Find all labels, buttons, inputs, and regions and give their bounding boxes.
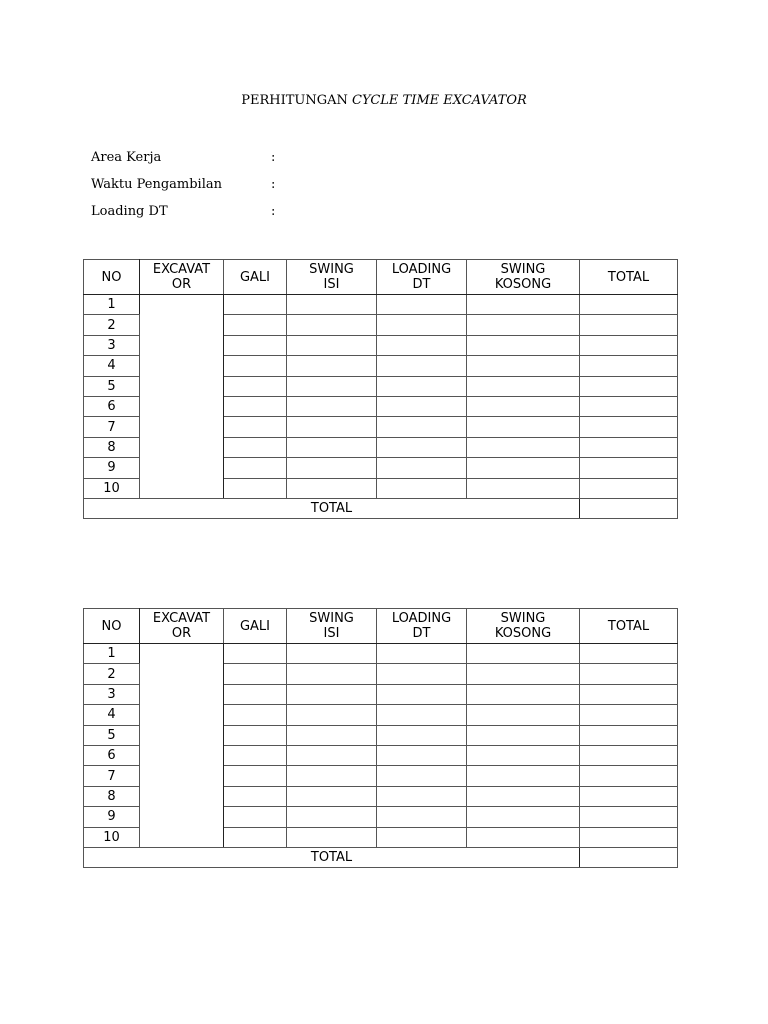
swing-isi-cell[interactable] — [287, 437, 377, 457]
total-row — [84, 498, 678, 518]
gali-cell[interactable] — [224, 295, 287, 315]
swing-isi-cell[interactable] — [287, 745, 377, 765]
swing-isi-cell[interactable] — [287, 315, 377, 335]
gali-cell[interactable] — [224, 396, 287, 416]
row-number: 7 — [84, 417, 140, 437]
swing-kosong-cell[interactable] — [467, 725, 580, 745]
swing-kosong-cell[interactable] — [467, 644, 580, 664]
loading-dt-cell[interactable] — [377, 295, 467, 315]
cycle-time-table-1 — [83, 259, 678, 519]
row-number: 7 — [84, 766, 140, 786]
swing-kosong-cell[interactable] — [467, 315, 580, 335]
gali-cell[interactable] — [224, 807, 287, 827]
row-number: 1 — [84, 295, 140, 315]
loading-dt-cell[interactable] — [377, 417, 467, 437]
gali-cell[interactable] — [224, 458, 287, 478]
info-colon: : — [271, 204, 276, 219]
swing-kosong-cell[interactable] — [467, 376, 580, 396]
loading-dt-cell[interactable] — [377, 356, 467, 376]
total-cell[interactable] — [580, 664, 678, 684]
swing-kosong-cell[interactable] — [467, 356, 580, 376]
loading-dt-cell[interactable] — [377, 827, 467, 847]
loading-dt-cell[interactable] — [377, 745, 467, 765]
loading-dt-cell[interactable] — [377, 664, 467, 684]
total-cell[interactable] — [580, 335, 678, 355]
swing-kosong-cell[interactable] — [467, 786, 580, 806]
loading-dt-cell[interactable] — [377, 478, 467, 498]
gali-cell[interactable] — [224, 376, 287, 396]
row-number: 6 — [84, 745, 140, 765]
gali-cell[interactable] — [224, 664, 287, 684]
header-loading-dt: LOADING DT — [377, 609, 467, 644]
swing-isi-cell[interactable] — [287, 827, 377, 847]
gali-cell[interactable] — [224, 705, 287, 725]
header-row — [84, 260, 678, 295]
total-cell[interactable] — [580, 458, 678, 478]
swing-isi-cell[interactable] — [287, 807, 377, 827]
header-swing-isi: SWING ISI — [287, 260, 377, 295]
loading-dt-cell[interactable] — [377, 396, 467, 416]
swing-kosong-cell[interactable] — [467, 766, 580, 786]
row-number: 3 — [84, 335, 140, 355]
info-label: Waktu Pengambilan — [91, 177, 222, 192]
swing-kosong-cell[interactable] — [467, 745, 580, 765]
info-colon: : — [271, 177, 276, 192]
row-number: 8 — [84, 786, 140, 806]
loading-dt-cell[interactable] — [377, 725, 467, 745]
row-number: 9 — [84, 458, 140, 478]
gali-cell[interactable] — [224, 684, 287, 704]
gali-cell[interactable] — [224, 766, 287, 786]
total-cell[interactable] — [580, 644, 678, 664]
header-gali: GALI — [224, 260, 287, 295]
row-number: 2 — [84, 664, 140, 684]
total-label: TOTAL — [84, 847, 580, 867]
header-swing-kosong: SWING KOSONG — [467, 260, 580, 295]
swing-isi-cell[interactable] — [287, 705, 377, 725]
swing-kosong-cell[interactable] — [467, 684, 580, 704]
total-cell[interactable] — [580, 295, 678, 315]
header-loading-dt: LOADING DT — [377, 260, 467, 295]
total-cell[interactable] — [580, 766, 678, 786]
page-title — [0, 93, 768, 108]
info-label: Area Kerja — [91, 150, 162, 165]
total-label: TOTAL — [84, 498, 580, 518]
total-cell[interactable] — [580, 417, 678, 437]
excavator-cell[interactable] — [140, 644, 224, 848]
loading-dt-cell[interactable] — [377, 705, 467, 725]
swing-isi-cell[interactable] — [287, 684, 377, 704]
table-row — [84, 644, 678, 664]
gali-cell[interactable] — [224, 827, 287, 847]
row-number: 10 — [84, 827, 140, 847]
grand-total-cell[interactable] — [580, 847, 678, 867]
table-row — [84, 295, 678, 315]
swing-isi-cell[interactable] — [287, 725, 377, 745]
total-cell[interactable] — [580, 705, 678, 725]
info-label: Loading DT — [91, 204, 168, 219]
total-cell[interactable] — [580, 437, 678, 457]
swing-kosong-cell[interactable] — [467, 807, 580, 827]
total-cell[interactable] — [580, 376, 678, 396]
cycle-time-table-2 — [83, 608, 678, 868]
swing-kosong-cell[interactable] — [467, 827, 580, 847]
info-colon: : — [271, 150, 276, 165]
loading-dt-cell[interactable] — [377, 376, 467, 396]
header-no: NO — [84, 260, 140, 295]
row-number: 8 — [84, 437, 140, 457]
header-excavator: EXCAVAT OR — [140, 609, 224, 644]
header-gali: GALI — [224, 609, 287, 644]
swing-kosong-cell[interactable] — [467, 458, 580, 478]
header-excavator: EXCAVAT OR — [140, 260, 224, 295]
swing-kosong-cell[interactable] — [467, 396, 580, 416]
gali-cell[interactable] — [224, 786, 287, 806]
total-cell[interactable] — [580, 478, 678, 498]
swing-kosong-cell[interactable] — [467, 437, 580, 457]
gali-cell[interactable] — [224, 725, 287, 745]
header-swing-isi: SWING ISI — [287, 609, 377, 644]
total-cell[interactable] — [580, 725, 678, 745]
loading-dt-cell[interactable] — [377, 766, 467, 786]
swing-kosong-cell[interactable] — [467, 478, 580, 498]
total-cell[interactable] — [580, 786, 678, 806]
swing-isi-cell[interactable] — [287, 786, 377, 806]
loading-dt-cell[interactable] — [377, 786, 467, 806]
row-number: 3 — [84, 684, 140, 704]
swing-isi-cell[interactable] — [287, 766, 377, 786]
swing-isi-cell[interactable] — [287, 458, 377, 478]
total-cell[interactable] — [580, 745, 678, 765]
total-cell[interactable] — [580, 807, 678, 827]
title-prefix: PERHITUNGAN — [241, 93, 353, 108]
header-swing-kosong: SWING KOSONG — [467, 609, 580, 644]
title-italic: CYCLE TIME EXCAVATOR — [352, 93, 527, 108]
loading-dt-cell[interactable] — [377, 807, 467, 827]
grand-total-cell[interactable] — [580, 498, 678, 518]
gali-cell[interactable] — [224, 417, 287, 437]
swing-isi-cell[interactable] — [287, 396, 377, 416]
swing-isi-cell[interactable] — [287, 335, 377, 355]
swing-kosong-cell[interactable] — [467, 335, 580, 355]
swing-isi-cell[interactable] — [287, 644, 377, 664]
swing-isi-cell[interactable] — [287, 478, 377, 498]
loading-dt-cell[interactable] — [377, 458, 467, 478]
gali-cell[interactable] — [224, 356, 287, 376]
row-number: 4 — [84, 705, 140, 725]
total-cell[interactable] — [580, 396, 678, 416]
swing-isi-cell[interactable] — [287, 664, 377, 684]
header-no: NO — [84, 609, 140, 644]
loading-dt-cell[interactable] — [377, 684, 467, 704]
loading-dt-cell[interactable] — [377, 644, 467, 664]
loading-dt-cell[interactable] — [377, 437, 467, 457]
total-cell[interactable] — [580, 356, 678, 376]
header-total: TOTAL — [580, 260, 678, 295]
total-row — [84, 847, 678, 867]
swing-kosong-cell[interactable] — [467, 664, 580, 684]
gali-cell[interactable] — [224, 335, 287, 355]
swing-kosong-cell[interactable] — [467, 705, 580, 725]
swing-isi-cell[interactable] — [287, 417, 377, 437]
gali-cell[interactable] — [224, 478, 287, 498]
row-number: 5 — [84, 376, 140, 396]
row-number: 4 — [84, 356, 140, 376]
total-cell[interactable] — [580, 827, 678, 847]
header-row — [84, 609, 678, 644]
excavator-cell[interactable] — [140, 295, 224, 499]
total-cell[interactable] — [580, 315, 678, 335]
gali-cell[interactable] — [224, 315, 287, 335]
swing-kosong-cell[interactable] — [467, 295, 580, 315]
row-number: 9 — [84, 807, 140, 827]
row-number: 6 — [84, 396, 140, 416]
row-number: 5 — [84, 725, 140, 745]
loading-dt-cell[interactable] — [377, 335, 467, 355]
gali-cell[interactable] — [224, 644, 287, 664]
swing-kosong-cell[interactable] — [467, 417, 580, 437]
row-number: 10 — [84, 478, 140, 498]
row-number: 1 — [84, 644, 140, 664]
row-number: 2 — [84, 315, 140, 335]
gali-cell[interactable] — [224, 437, 287, 457]
total-cell[interactable] — [580, 684, 678, 704]
swing-isi-cell[interactable] — [287, 356, 377, 376]
header-total: TOTAL — [580, 609, 678, 644]
swing-isi-cell[interactable] — [287, 295, 377, 315]
loading-dt-cell[interactable] — [377, 315, 467, 335]
gali-cell[interactable] — [224, 745, 287, 765]
swing-isi-cell[interactable] — [287, 376, 377, 396]
